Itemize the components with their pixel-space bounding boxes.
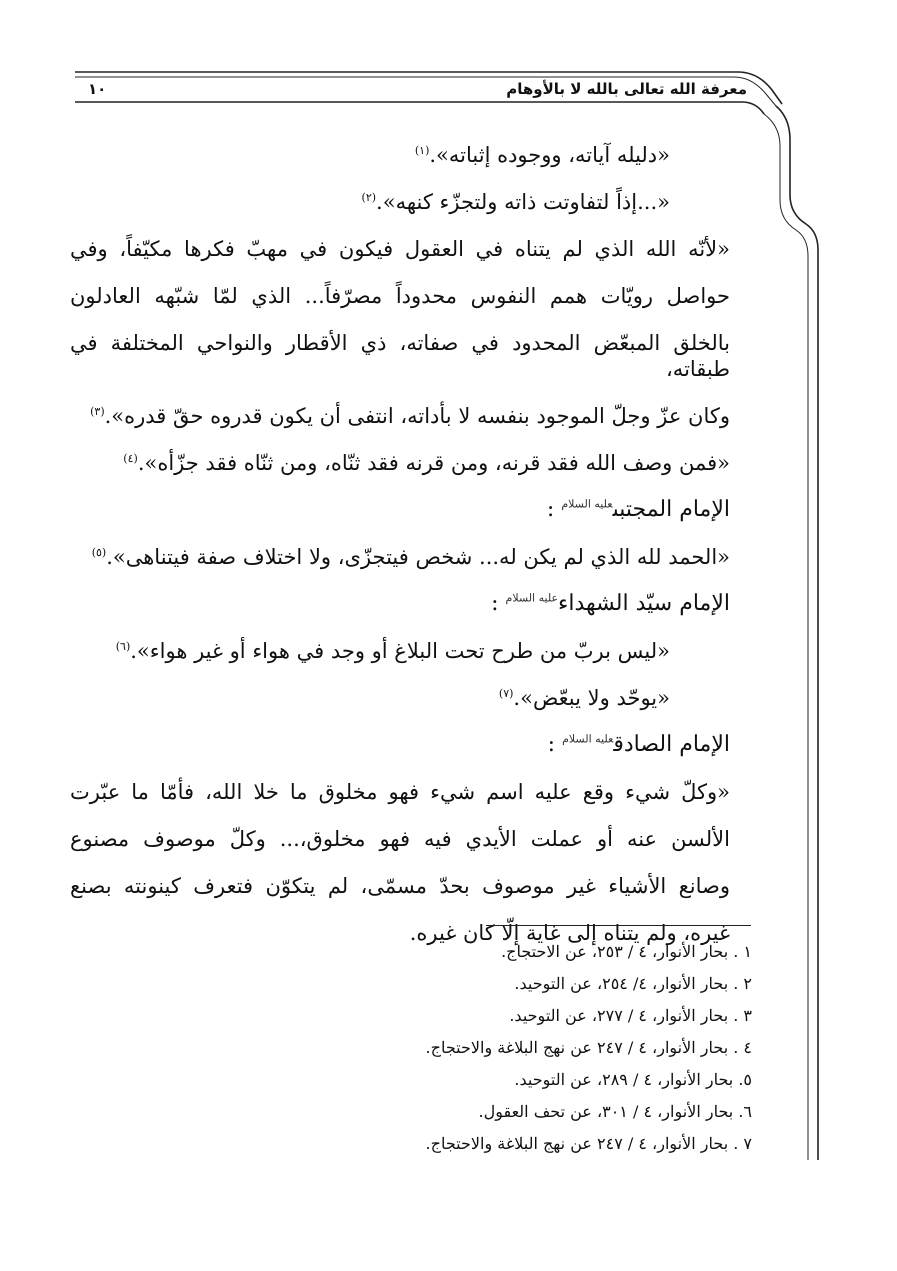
quote-3-line-1: «لأنّه الله الذي لم يتناه في العقول فيكون في مهبّ فكرها مكيّفاً، وفي <box>70 237 730 261</box>
honorific-mark: عليه السلام <box>561 497 613 511</box>
quote-6 <box>70 638 730 664</box>
footnote-ref-3[interactable]: (٣) <box>90 405 105 418</box>
footnote-ref-1[interactable]: (١) <box>414 144 430 157</box>
quote-4-text: «فمن وصف الله فقد قرنه، ومن قرنه فقد ثنّاه، ومن ثنّاه فقد جزّأه». <box>137 451 730 475</box>
quote-3-line-4-text: وكان عزّ وجلّ الموجود بنفسه لا بأداته، انتفى أن يكون قدروه حقّ قدره». <box>104 404 730 428</box>
heading-shuhada-text: الإمام سيّد الشهداء <box>558 591 730 616</box>
footnote-ref-7[interactable]: (٧) <box>498 687 514 700</box>
heading-colon: : <box>547 732 563 757</box>
quote-4 <box>70 450 730 476</box>
page-number: ١٠ <box>88 80 107 98</box>
quote-8-line-1: «وكلّ شيء وقع عليه اسم شيء فهو مخلوق ما خلا الله، فأمّا ما عبّرت <box>70 780 730 804</box>
footnote-item: ٤ . بحار الأنوار، ٤ / ٢٤٧ عن نهج البلاغة والاحتجاج. <box>425 1038 752 1057</box>
quote-7 <box>70 685 730 711</box>
quote-2-text: «...إذاً لتفاوتت ذاته ولتجزّء كنهه». <box>376 190 670 214</box>
footnote-item: ٥. بحار الأنوار، ٤ / ٢٨٩، عن التوحيد. <box>514 1070 752 1089</box>
main-text <box>70 142 730 946</box>
footnote-item: ٧ . بحار الأنوار، ٤ / ٢٤٧ عن نهج البلاغة والاحتجاج. <box>425 1134 752 1153</box>
quote-8-line-4: غيره، ولم يتناه إلى غاية إلّا كان غيره. <box>409 921 730 945</box>
footnote-item: ٢ . بحار الأنوار، ٤/ ٢٥٤، عن التوحيد. <box>514 974 752 993</box>
quote-7-text: «يوحّد ولا يبعّض». <box>513 686 670 710</box>
quote-3-line-4 <box>70 403 730 429</box>
quote-8-line-3: وصانع الأشياء غير موصوف بحدّ مسمّى، لم يتكوّن فتعرف كينونته بصنع <box>70 874 730 898</box>
quote-1-text: «دليله آياته، ووجوده إثباته». <box>429 143 670 167</box>
quote-5 <box>70 544 730 570</box>
running-header-title: معرفة الله تعالى بالله لا بالأوهام <box>506 80 747 98</box>
quote-3-line-3: بالخلق المبعّض المحدود في صفاته، ذي الأقطار والنواحي المختلفة في طبقاته، <box>70 331 730 381</box>
footnote-item: ١ . بحار الأنوار، ٤ / ٢٥٣، عن الاحتجاج. <box>501 942 752 961</box>
heading-mujtaba-text: الإمام المجتبى <box>612 497 730 522</box>
quote-8-line-2: الألسن عنه أو عملت الأيدي فيه فهو مخلوق،... وكلّ موصوف مصنوع <box>70 827 730 851</box>
footnote-item: ٣ . بحار الأنوار، ٤ / ٢٧٧، عن التوحيد. <box>509 1006 752 1025</box>
heading-colon: : <box>546 497 562 522</box>
section-heading-sadiq <box>70 732 730 758</box>
heading-colon: : <box>491 591 506 616</box>
quote-6-text: «ليس بربّ من طرح تحت البلاغ أو وجد في هواء أو غير هواء». <box>130 639 670 663</box>
footnote-ref-5[interactable]: (٥) <box>91 546 107 559</box>
quote-1 <box>70 142 730 168</box>
quote-3-line-2: حواصل رويّات همم النفوس محدوداً مصرّفاً... الذي لمّا شبّهه العادلون <box>70 284 730 308</box>
honorific-mark: عليه السلام <box>562 732 614 746</box>
footnote-ref-2[interactable]: (٢) <box>361 191 377 204</box>
footnote-ref-4[interactable]: (٤) <box>123 452 138 465</box>
quote-5-text: «الحمد لله الذي لم يكن له... شخص فيتجزّى، ولا اختلاف صفة فيتناهى». <box>106 545 730 569</box>
honorific-mark: عليه السلام <box>505 591 559 605</box>
quote-2 <box>70 189 730 215</box>
section-heading-shuhada <box>70 591 730 617</box>
heading-sadiq-text: الإمام الصادق <box>613 732 730 757</box>
footnote-separator <box>486 925 751 926</box>
footnote-ref-6[interactable]: (٦) <box>115 640 131 653</box>
section-heading-mujtaba <box>70 497 730 523</box>
footnotes <box>426 936 752 1160</box>
footnote-item: ٦. بحار الأنوار، ٤ / ٣٠١، عن تحف العقول. <box>478 1102 752 1121</box>
